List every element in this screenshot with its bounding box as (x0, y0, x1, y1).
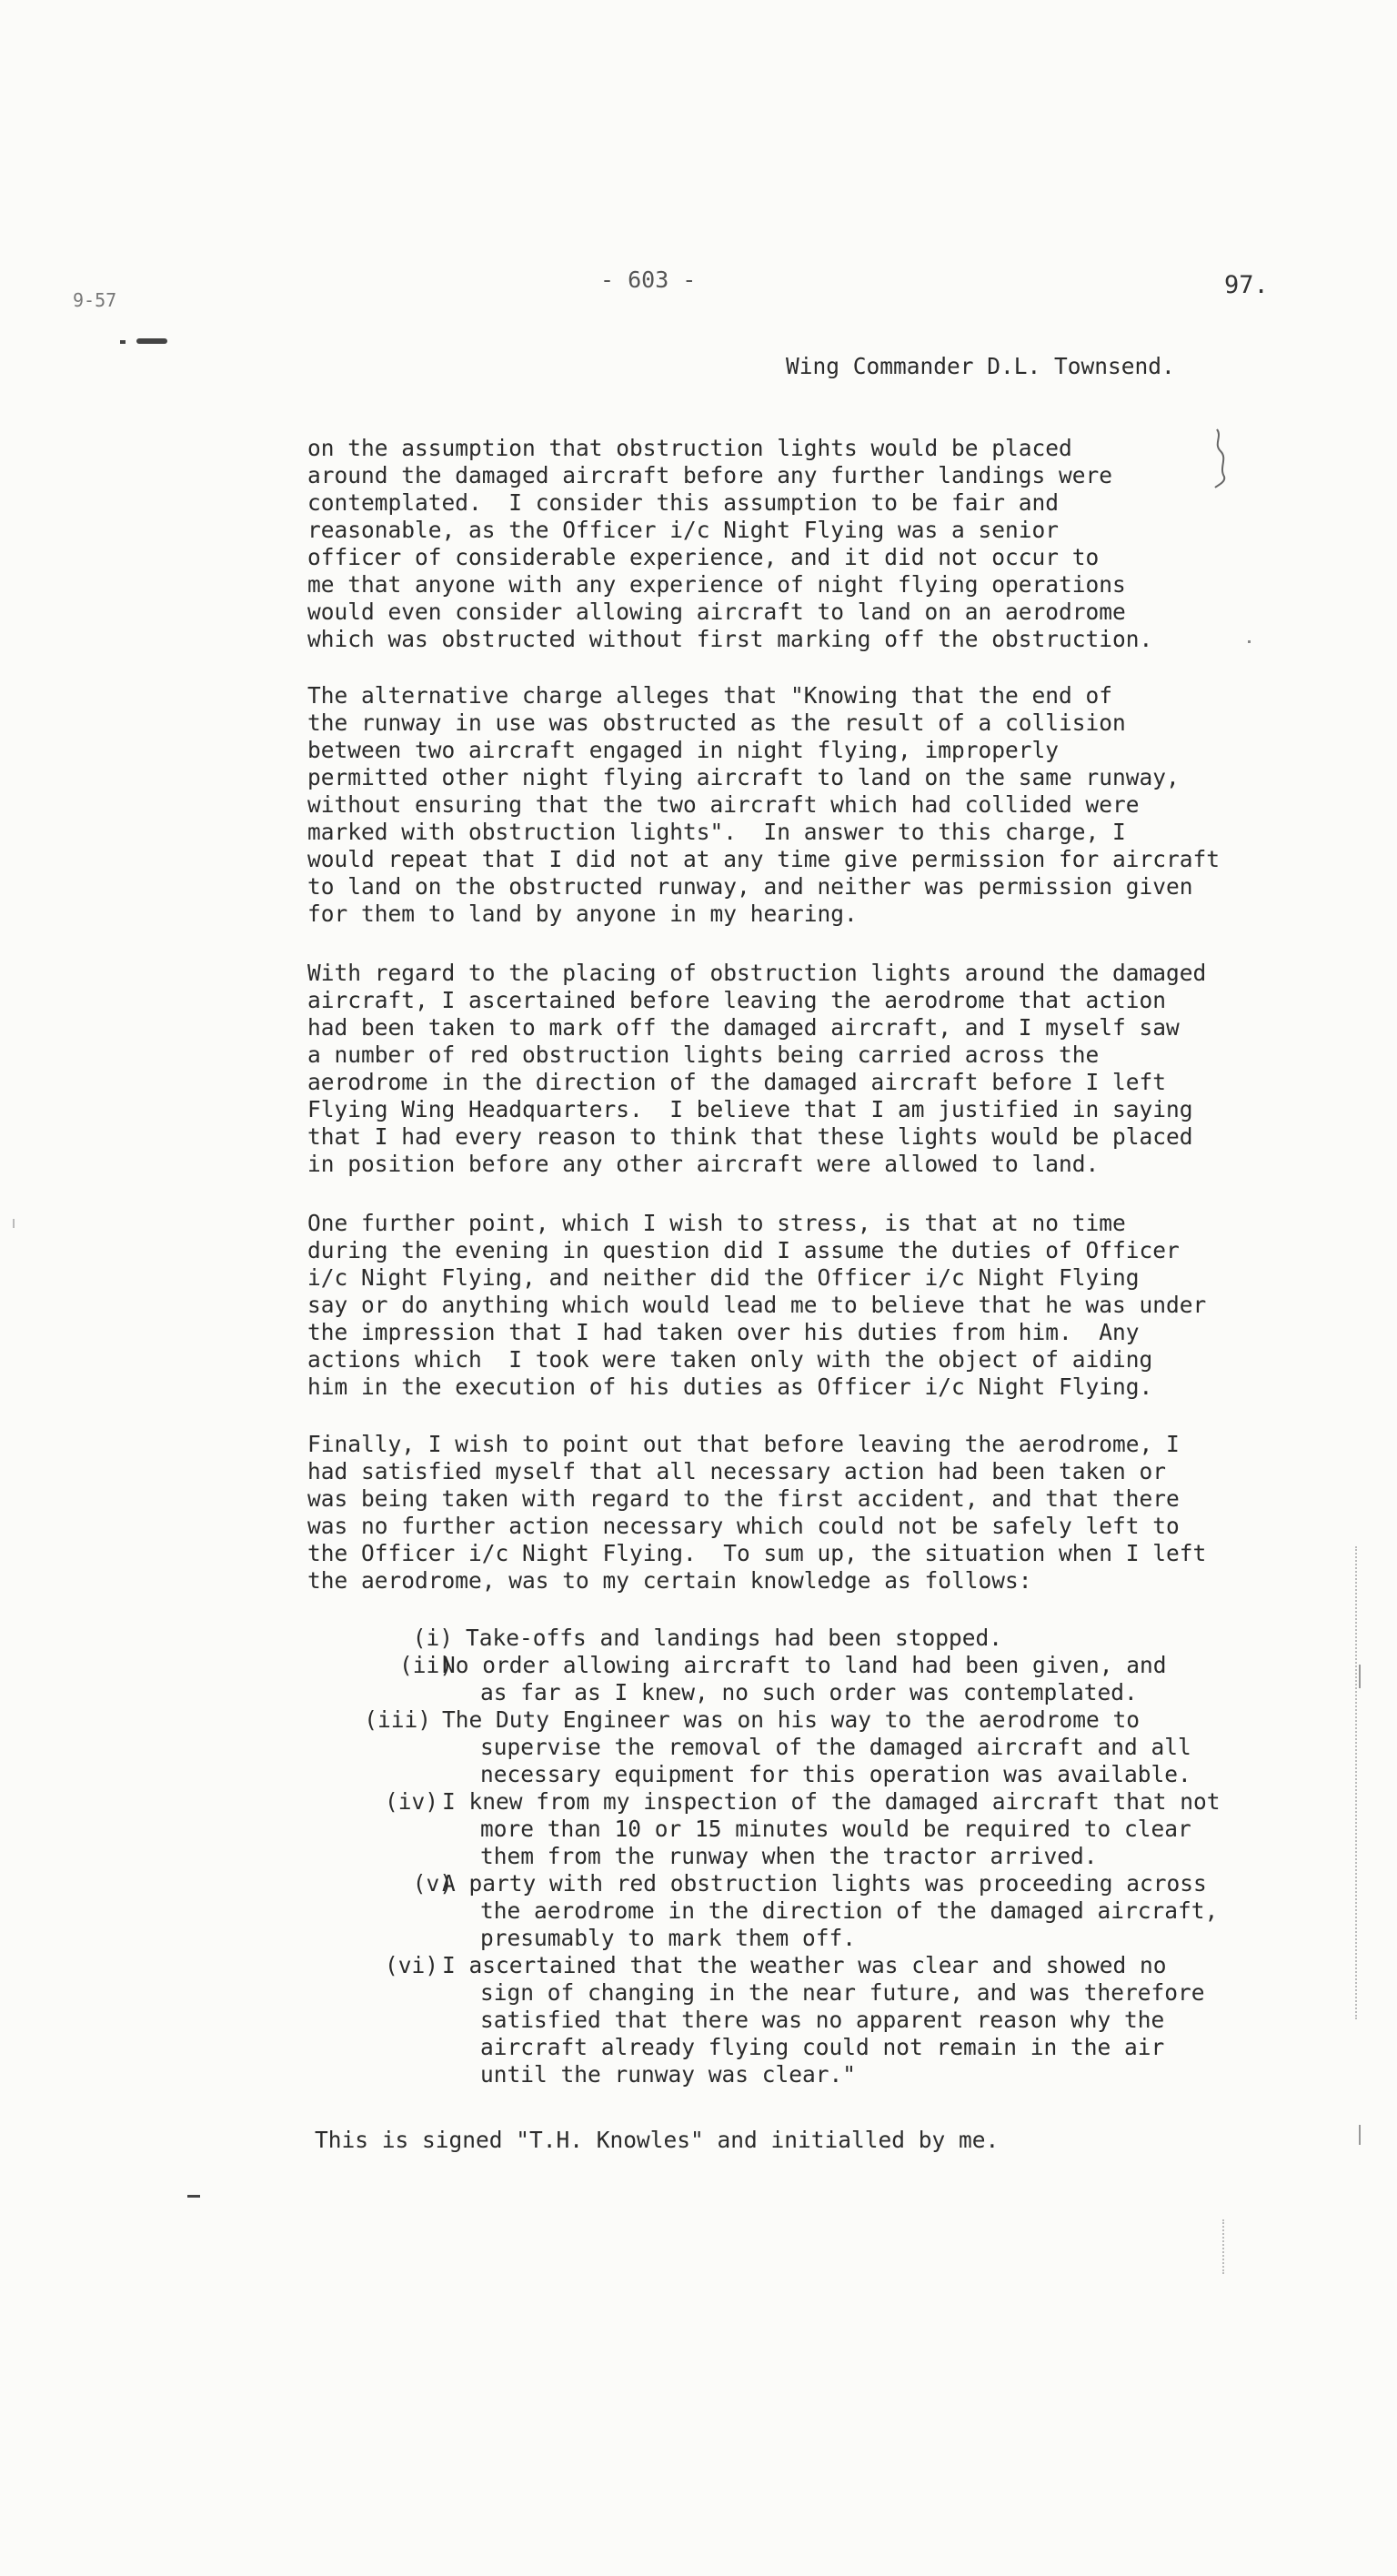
list-item (307, 1952, 1271, 2088)
text-line: permitted other night flying aircraft to land on the same runway, (307, 764, 1180, 790)
addressee-heading: Wing Commander D.L. Townsend. (786, 353, 1175, 379)
text-line: presumably to mark them off. (480, 1925, 857, 1951)
margin-dash (187, 2195, 200, 2198)
text-line: between two aircraft engaged in night flying, improperly (307, 737, 1060, 763)
margin-scribble (136, 338, 167, 344)
text-line: say or do anything which would lead me to believe that he was under (307, 1292, 1207, 1318)
text-line: that I had every reason to think that these lights would be placed (307, 1123, 1193, 1150)
list-item-number: (i) (412, 1625, 453, 1651)
text-line: without ensuring that the two aircraft which had collided were (307, 791, 1140, 818)
text-line: on the assumption that obstruction lights would be placed (307, 435, 1072, 461)
text-line: actions which I took were taken only with the object of aiding (307, 1346, 1153, 1373)
text-line: With regard to the placing of obstruction lights around the damaged (307, 960, 1207, 986)
list-item-number: (vi) (384, 1952, 438, 1978)
list-item (307, 1706, 1271, 1788)
margin-dot (1248, 640, 1251, 643)
paragraph-3 (307, 960, 1271, 1178)
page-label: - 603 - (600, 267, 697, 293)
text-line: i/c Night Flying, and neither did the Officer i/c Night Flying (307, 1264, 1140, 1291)
text-line: Take-offs and landings had been stopped. (466, 1625, 1003, 1651)
right-edge-tick (1359, 2125, 1361, 2145)
text-line: aircraft already flying could not remain in the air (480, 2034, 1165, 2060)
text-line: in position before any other aircraft were allowed to land. (307, 1151, 1100, 1177)
text-line: would repeat that I did not at any time give permission for aircraft (307, 846, 1221, 872)
text-line: aerodrome in the direction of the damaged aircraft before I left (307, 1069, 1167, 1095)
text-line: necessary equipment for this operation was available. (480, 1761, 1191, 1787)
text-line: the impression that I had taken over his duties from him. Any (307, 1319, 1140, 1345)
text-line: supervise the removal of the damaged aircraft and all (480, 1734, 1191, 1760)
list-item-number: (iv) (384, 1788, 438, 1815)
list-item-number: (v) (412, 1870, 453, 1897)
text-line: Finally, I wish to point out that before leaving the aerodrome, I (307, 1431, 1180, 1457)
list-item-number: (iii) (364, 1706, 431, 1733)
left-edge-tick (13, 1219, 15, 1228)
text-line: had satisfied myself that all necessary action had been taken or (307, 1458, 1167, 1484)
paragraph-2 (307, 682, 1271, 928)
text-line: more than 10 or 15 minutes would be required to clear (480, 1816, 1191, 1842)
text-line: I ascertained that the weather was clear and showed no (442, 1952, 1167, 1978)
margin-dot (120, 340, 126, 344)
text-line: The alternative charge alleges that "Knowing that the end of (307, 682, 1113, 709)
text-line: One further point, which I wish to stress, is that at no time (307, 1210, 1126, 1236)
text-line: I knew from my inspection of the damaged aircraft that not (442, 1788, 1221, 1815)
list-item (307, 1788, 1271, 1870)
list-item (307, 1870, 1271, 1952)
text-line: would even consider allowing aircraft to land on an aerodrome (307, 599, 1126, 625)
right-margin-speckle (1222, 2219, 1224, 2274)
text-line: the Officer i/c Night Flying. To sum up, the situation when I left (307, 1540, 1207, 1566)
text-line: them from the runway when the tractor arrived. (480, 1843, 1098, 1869)
closing-statement: This is signed "T.H. Knowles" and initialled by me. (315, 2127, 1000, 2153)
text-line: the aerodrome, was to my certain knowledge as follows: (307, 1567, 1032, 1594)
text-line: him in the execution of his duties as Officer i/c Night Flying. (307, 1374, 1153, 1400)
text-line: satisfied that there was no apparent reason why the (480, 2007, 1165, 2033)
list-item (307, 1625, 1271, 1652)
text-line: The Duty Engineer was on his way to the aerodrome to (442, 1706, 1141, 1733)
summary-list (307, 1625, 1271, 2088)
paragraph-5 (307, 1431, 1271, 1595)
paragraph-1 (307, 435, 1271, 653)
text-line: aircraft, I ascertained before leaving the aerodrome that action (307, 987, 1167, 1013)
text-line: me that anyone with any experience of night flying operations (307, 571, 1126, 598)
text-line: which was obstructed without first marking off the obstruction. (307, 626, 1153, 652)
text-line: officer of considerable experience, and it did not occur to (307, 544, 1100, 570)
text-line: the aerodrome in the direction of the damaged aircraft, (480, 1897, 1219, 1924)
left-margin-mark: 9-57 (73, 289, 117, 311)
text-line: until the runway was clear." (480, 2061, 857, 2088)
list-item-number: (ii) (398, 1652, 453, 1678)
text-line: A party with red obstruction lights was proceeding across (442, 1870, 1207, 1897)
text-line: was no further action necessary which could not be safely left to (307, 1513, 1180, 1539)
text-line: Flying Wing Headquarters. I believe that I am justified in saying (307, 1096, 1193, 1122)
text-line: during the evening in question did I assume the duties of Officer (307, 1237, 1180, 1263)
page-number: 97. (1224, 271, 1269, 299)
text-line: a number of red obstruction lights being carried across the (307, 1041, 1100, 1068)
text-line: sign of changing in the near future, and was therefore (480, 1979, 1205, 2006)
text-line: reasonable, as the Officer i/c Night Flying was a senior (307, 517, 1060, 543)
text-line: around the damaged aircraft before any further landings were (307, 462, 1113, 488)
paragraph-4 (307, 1210, 1271, 1401)
text-line: as far as I knew, no such order was contemplated. (480, 1679, 1138, 1706)
text-line: contemplated. I consider this assumption to be fair and (307, 489, 1060, 516)
text-line: the runway in use was obstructed as the result of a collision (307, 709, 1126, 736)
list-item (307, 1652, 1271, 1706)
right-edge-tick (1359, 1665, 1361, 1688)
text-line: No order allowing aircraft to land had been given, and (442, 1652, 1167, 1678)
text-line: to land on the obstructed runway, and neither was permission given (307, 873, 1193, 900)
text-line: marked with obstruction lights". In answer to this charge, I (307, 819, 1126, 845)
text-line: for them to land by anyone in my hearing. (307, 901, 858, 927)
right-edge-speckle (1355, 1546, 1357, 2019)
text-line: was being taken with regard to the first accident, and that there (307, 1485, 1180, 1512)
text-line: had been taken to mark off the damaged aircraft, and I myself saw (307, 1014, 1180, 1041)
